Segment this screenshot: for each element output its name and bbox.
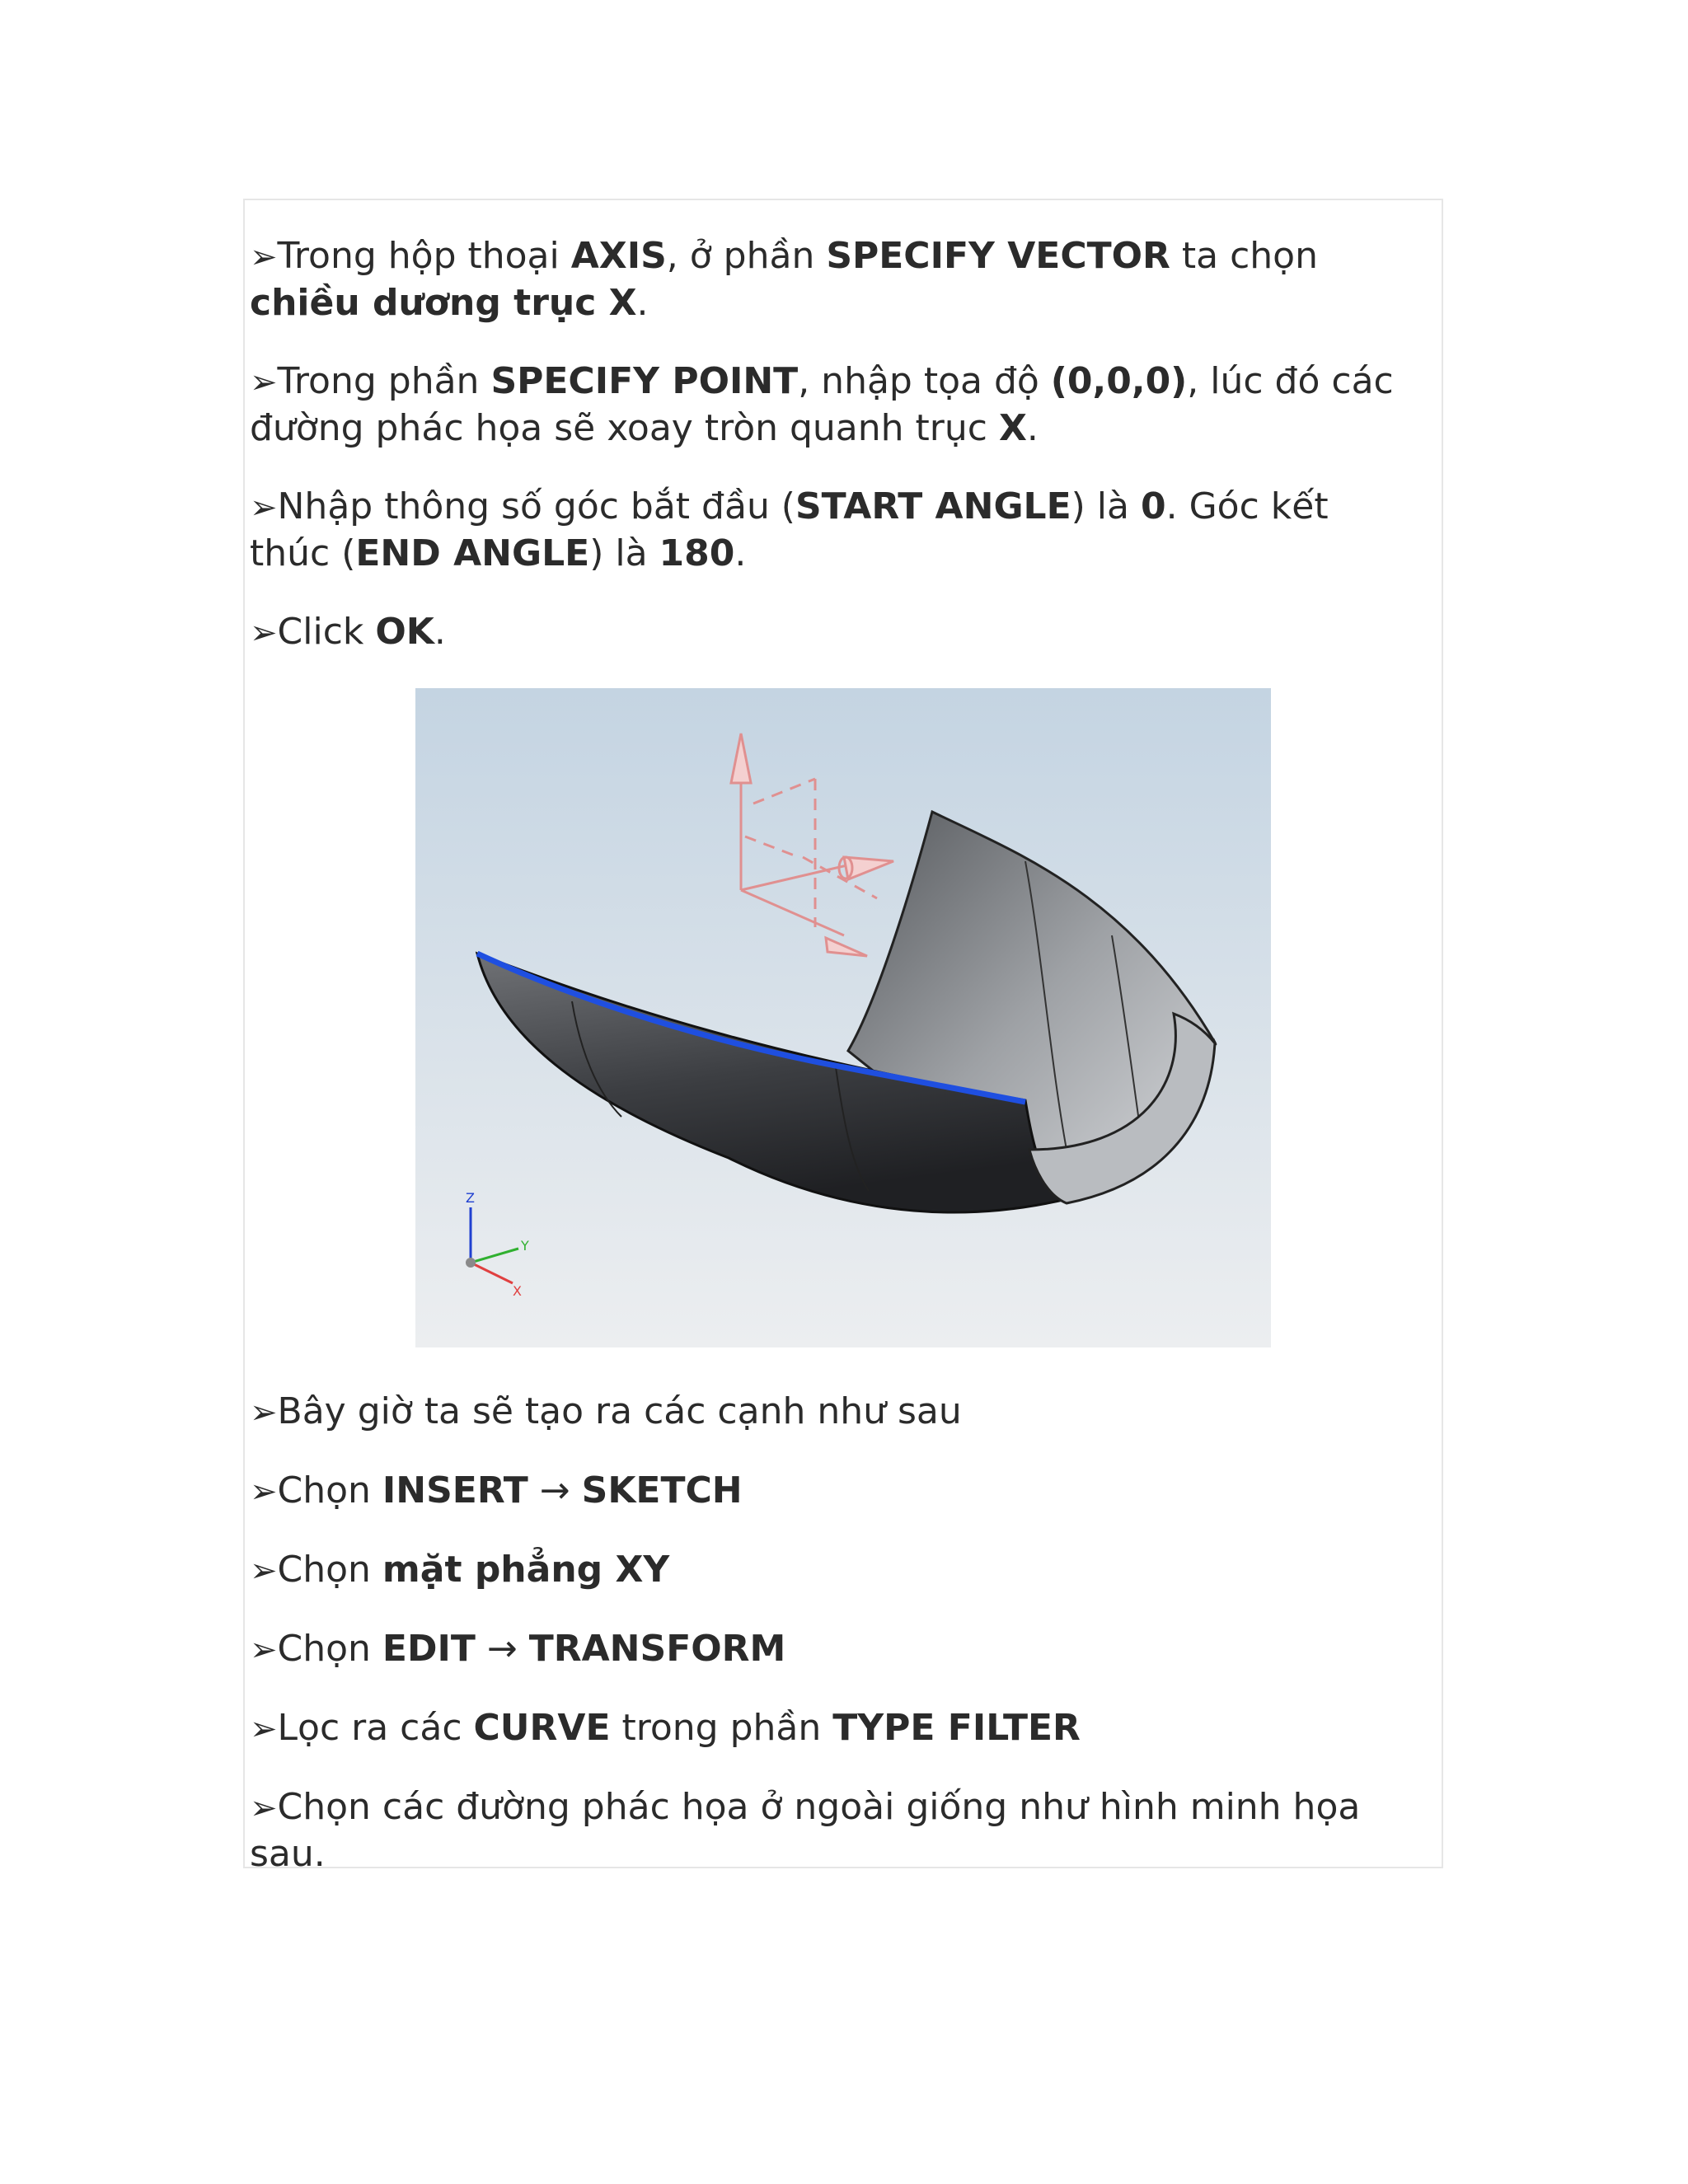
bold-term: END ANGLE xyxy=(355,532,590,574)
bullet-arrow-icon: ➢ xyxy=(250,1552,278,1590)
paragraph-text: Chọn xyxy=(277,1469,382,1511)
bullet-arrow-icon: ➢ xyxy=(250,614,278,652)
paragraph-text: Trong hộp thoại xyxy=(277,235,571,277)
bullet-arrow-icon: ➢ xyxy=(250,1394,278,1432)
instruction-paragraph xyxy=(250,609,1404,656)
paragraph-text: . xyxy=(434,611,446,653)
paragraph-text: Chọn xyxy=(277,1549,382,1591)
bullet-arrow-icon: ➢ xyxy=(250,1710,278,1748)
paragraph-text: . xyxy=(636,282,649,324)
bullet-arrow-icon: ➢ xyxy=(250,489,278,527)
instruction-paragraph xyxy=(250,1784,1404,1877)
triad-x-label: X xyxy=(513,1283,522,1299)
bold-term: TRANSFORM xyxy=(528,1628,786,1670)
bold-term: TYPE FILTER xyxy=(832,1707,1081,1749)
document-content xyxy=(243,199,1443,1875)
paragraph-text: Click xyxy=(277,611,376,653)
revolve-illustration xyxy=(415,688,1271,1347)
paragraph-text: . xyxy=(734,532,747,574)
paragraph-text: . Góc kết thúc ( xyxy=(250,485,1329,574)
bold-term: SPECIFY POINT xyxy=(490,360,799,402)
bullet-arrow-icon: ➢ xyxy=(250,1473,278,1511)
bold-term: SPECIFY VECTOR xyxy=(826,235,1170,277)
instruction-paragraph xyxy=(250,233,1404,326)
paragraph-text: Chọn các đường phác họa ở ngoài giống như hình minh họa sau. xyxy=(250,1786,1361,1875)
triad-z-label: Z xyxy=(466,1190,475,1206)
paragraph-text: , ở phần xyxy=(666,235,827,277)
paragraph-text: Lọc ra các xyxy=(277,1707,474,1749)
instruction-paragraph xyxy=(250,1705,1404,1752)
paragraph-text: → xyxy=(528,1469,582,1511)
paragraph-text: ) là xyxy=(1071,485,1141,527)
instruction-paragraph xyxy=(250,1626,1404,1673)
instruction-paragraph xyxy=(250,484,1404,577)
bold-term: 180 xyxy=(659,532,735,574)
bold-term: SKETCH xyxy=(581,1469,743,1511)
bold-term: EDIT xyxy=(382,1628,476,1670)
instruction-paragraph xyxy=(250,1468,1404,1515)
paragraph-text: trong phần xyxy=(610,1707,833,1749)
paragraph-text: Chọn xyxy=(277,1628,382,1670)
paragraph-text: ) là xyxy=(589,532,659,574)
bold-term: START ANGLE xyxy=(795,485,1071,527)
bold-term: OK xyxy=(375,611,434,653)
bold-term: mặt phẳng XY xyxy=(382,1549,670,1591)
paragraph-text: , lúc đó các đường phác họa sẽ xoay tròn quanh trục xyxy=(250,360,1394,449)
paragraph-text: , nhập tọa độ xyxy=(798,360,1051,402)
bold-term: 0 xyxy=(1140,485,1166,527)
triad-y-label: Y xyxy=(521,1238,529,1254)
instructions-top xyxy=(250,233,1442,656)
instruction-paragraph xyxy=(250,1389,1404,1436)
bullet-arrow-icon: ➢ xyxy=(250,1789,278,1827)
paragraph-text: Trong phần xyxy=(277,360,491,402)
instructions-bottom xyxy=(250,1389,1442,1877)
instruction-paragraph xyxy=(250,1547,1404,1594)
bullet-arrow-icon: ➢ xyxy=(250,238,278,276)
bold-term: CURVE xyxy=(473,1707,611,1749)
paragraph-text: Nhập thông số góc bắt đầu ( xyxy=(277,485,795,527)
paragraph-text: → xyxy=(475,1628,529,1670)
bullet-arrow-icon: ➢ xyxy=(250,1631,278,1669)
bold-term: (0,0,0) xyxy=(1050,360,1188,402)
paragraph-text: Bây giờ ta sẽ tạo ra các cạnh như sau xyxy=(277,1390,962,1432)
instruction-paragraph xyxy=(250,359,1404,452)
bold-term: INSERT xyxy=(382,1469,528,1511)
bold-term: AXIS xyxy=(570,235,667,277)
paragraph-text: . xyxy=(1026,407,1039,449)
paragraph-text: ta chọn xyxy=(1170,235,1318,277)
bold-term: chiều dương trục X xyxy=(250,282,637,324)
bold-term: X xyxy=(998,407,1027,449)
revolve-figure xyxy=(415,688,1271,1347)
bullet-arrow-icon: ➢ xyxy=(250,363,278,401)
